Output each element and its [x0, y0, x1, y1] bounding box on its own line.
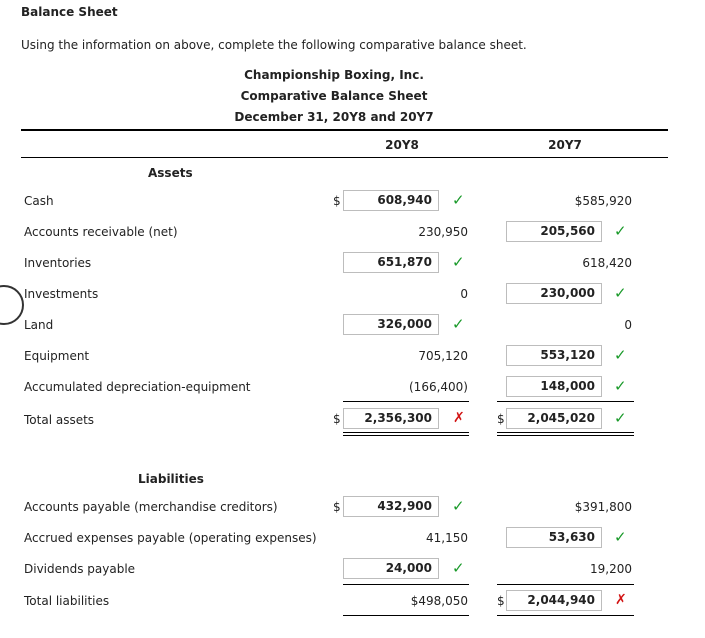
row-label-accum-depr: Accumulated depreciation-equipment: [24, 380, 251, 394]
check-icon: ✓: [614, 528, 627, 546]
land-20y8-input[interactable]: 326,000: [343, 314, 439, 335]
dollar-sign: $: [333, 500, 341, 514]
total-rule-20y7-a: [497, 432, 634, 433]
dollar-sign: $: [333, 412, 341, 426]
statement-date: December 31, 20Y8 and 20Y7: [234, 110, 434, 124]
investments-20y8-value: 0: [460, 287, 468, 301]
row-label-accrued-expenses: Accrued expenses payable (operating expenses): [24, 531, 317, 545]
selection-circle: [0, 285, 24, 325]
page-title: Balance Sheet: [21, 5, 118, 19]
ar-20y8-value: 230,950: [418, 225, 468, 239]
accum-depr-20y8-value: (166,400): [409, 380, 468, 394]
header-rule: [21, 129, 668, 131]
dollar-sign: $: [333, 194, 341, 208]
check-icon: ✓: [614, 222, 627, 240]
check-icon: ✓: [452, 191, 465, 209]
check-icon: ✓: [452, 315, 465, 333]
cash-20y7-value: $585,920: [574, 194, 632, 208]
accrued-expenses-20y7-input[interactable]: 53,630: [506, 527, 602, 548]
accounts-payable-20y8-input[interactable]: 432,900: [343, 496, 439, 517]
equipment-20y7-input[interactable]: 553,120: [506, 345, 602, 366]
total-liabilities-20y7-input[interactable]: 2,044,940: [506, 590, 602, 611]
row-label-accounts-payable: Accounts payable (merchandise creditors): [24, 500, 278, 514]
dividends-payable-20y7-value: 19,200: [590, 562, 632, 576]
liabilities-heading: Liabilities: [138, 472, 204, 486]
dollar-sign: $: [497, 412, 505, 426]
total-rule-20y8-a: [343, 432, 469, 433]
ar-20y7-input[interactable]: 205,560: [506, 221, 602, 242]
check-icon: ✓: [452, 559, 465, 577]
subtotal-rule-20y8: [343, 401, 469, 402]
dividends-payable-20y8-input[interactable]: 24,000: [343, 558, 439, 579]
check-icon: ✓: [614, 346, 627, 364]
land-20y7-value: 0: [624, 318, 632, 332]
subtotal-rule-20y7: [497, 584, 634, 585]
subtotal-rule-20y7: [497, 401, 634, 402]
equipment-20y8-value: 705,120: [418, 349, 468, 363]
check-icon: ✓: [452, 497, 465, 515]
row-label-investments: Investments: [24, 287, 99, 301]
total-rule-20y7-b: [497, 435, 634, 436]
row-label-total-liabilities: Total liabilities: [24, 594, 110, 608]
total-rule-20y8-b: [343, 435, 469, 436]
row-label-ar: Accounts receivable (net): [24, 225, 178, 239]
investments-20y7-input[interactable]: 230,000: [506, 283, 602, 304]
col-20y7: 20Y7: [548, 138, 582, 152]
total-assets-20y7-input[interactable]: 2,045,020: [506, 408, 602, 429]
inventories-20y8-input[interactable]: 651,870: [343, 252, 439, 273]
check-icon: ✓: [614, 377, 627, 395]
row-label-land: Land: [24, 318, 54, 332]
cross-icon: ✗: [615, 592, 627, 608]
check-icon: ✓: [452, 253, 465, 271]
cross-icon: ✗: [453, 410, 465, 426]
check-icon: ✓: [614, 284, 627, 302]
col-20y8: 20Y8: [385, 138, 419, 152]
assets-heading: Assets: [148, 166, 193, 180]
row-label-inventories: Inventories: [24, 256, 92, 270]
inventories-20y7-value: 618,420: [582, 256, 632, 270]
statement-name: Comparative Balance Sheet: [240, 89, 428, 103]
instructions: Using the information on above, complete the following comparative balance sheet.: [21, 38, 527, 52]
subtotal-rule-20y8: [343, 584, 469, 585]
column-rule: [21, 157, 668, 158]
row-label-equipment: Equipment: [24, 349, 90, 363]
row-label-total-assets: Total assets: [24, 413, 95, 427]
check-icon: ✓: [614, 409, 627, 427]
company-name: Championship Boxing, Inc.: [244, 68, 424, 82]
accum-depr-20y7-input[interactable]: 148,000: [506, 376, 602, 397]
total-assets-20y8-input[interactable]: 2,356,300: [343, 408, 439, 429]
row-label-dividends-payable: Dividends payable: [24, 562, 136, 576]
accounts-payable-20y7-value: $391,800: [574, 500, 632, 514]
total-liabilities-20y8-value: $498,050: [410, 594, 468, 608]
dollar-sign: $: [497, 594, 505, 608]
cash-20y8-input[interactable]: 608,940: [343, 190, 439, 211]
accrued-expenses-20y8-value: 41,150: [426, 531, 468, 545]
total-rule-20y7: [497, 615, 634, 616]
total-rule-20y8: [343, 615, 469, 616]
row-label-cash: Cash: [24, 194, 54, 208]
